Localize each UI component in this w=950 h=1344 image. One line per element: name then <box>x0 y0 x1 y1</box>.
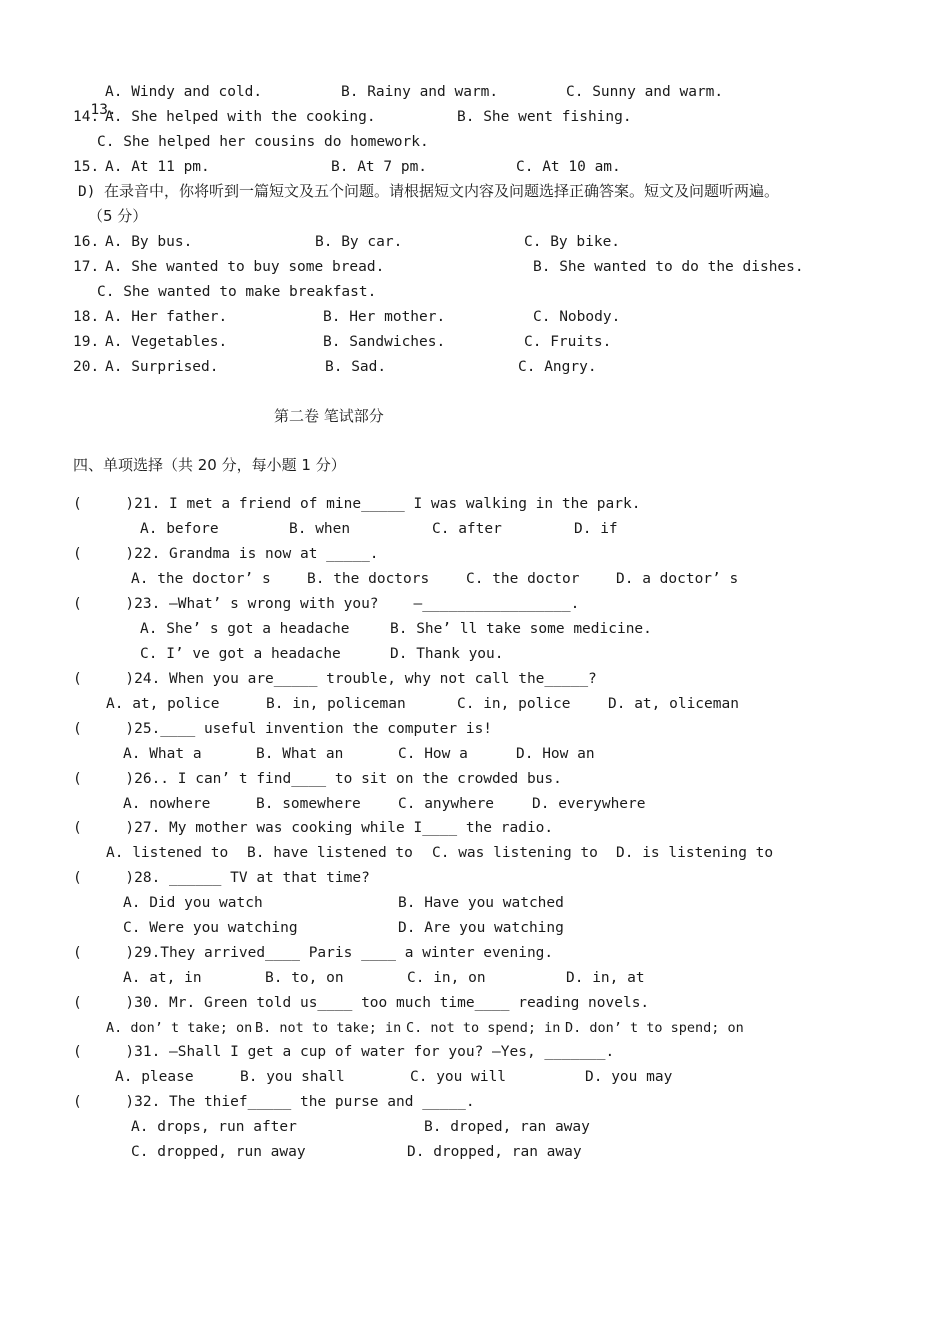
q15-number: 15. <box>73 159 100 175</box>
q32-stem: ( )32. The thief_____ the purse and _____. <box>73 1094 475 1110</box>
q18-number: 18. <box>73 309 100 325</box>
q17-option-a: A. She wanted to buy some bread. <box>105 259 385 275</box>
q27-option-a: A. listened to <box>106 845 229 861</box>
q25-option-d: D. How an <box>516 746 595 762</box>
q24-option-b: B. in, policeman <box>266 696 406 712</box>
q21-option-c: C. after <box>432 521 502 537</box>
q30-option-c: C. not to spend; in <box>406 1020 561 1036</box>
q20-number: 20. <box>73 359 100 375</box>
q14-number: 14. <box>73 109 100 125</box>
q14-option-b: B. She went fishing. <box>457 109 632 125</box>
section4-title: 四、单项选择（共 20 分，每小题 1 分） <box>73 456 346 474</box>
q23-option-b: B. She’ ll take some medicine. <box>390 621 652 637</box>
q18-option-b: B. Her mother. <box>323 309 446 325</box>
q29-option-d: D. in, at <box>566 970 645 986</box>
q28-stem: ( )28. ______ TV at that time? <box>73 870 370 886</box>
q31-stem: ( )31. —Shall I get a cup of water for you? —Yes, _______. <box>73 1044 615 1060</box>
q20-option-c: C. Angry. <box>518 359 597 375</box>
q19-number: 19. <box>73 334 100 350</box>
q26-option-a: A. nowhere <box>123 796 211 812</box>
q21-option-a: A. before <box>140 521 219 537</box>
q26-option-b: B. somewhere <box>256 796 361 812</box>
q17-option-c: C. She wanted to make breakfast. <box>97 284 377 300</box>
q28-option-b: B. Have you watched <box>398 895 564 911</box>
q18-option-c: C. Nobody. <box>533 309 621 325</box>
q31-option-d: D. you may <box>585 1069 673 1085</box>
q29-stem: ( )29.They arrived____ Paris ____ a winter evening. <box>73 945 554 961</box>
q19-option-c: C. Fruits. <box>524 334 612 350</box>
q19-option-a: A. Vegetables. <box>105 334 228 350</box>
q16-option-a: A. By bus. <box>105 234 193 250</box>
q24-option-d: D. at, oliceman <box>608 696 739 712</box>
q24-option-c: C. in, police <box>457 696 571 712</box>
q29-option-a: A. at, in <box>123 970 202 986</box>
q28-option-d: D. Are you watching <box>398 920 564 936</box>
q27-option-d: D. is listening to <box>616 845 774 861</box>
q26-stem: ( )26.. I can’ t find____ to sit on the crowded bus. <box>73 771 562 787</box>
q25-option-b: B. What an <box>256 746 344 762</box>
q22-option-b: B. the doctors <box>307 571 430 587</box>
q31-option-c: C. you will <box>410 1069 507 1085</box>
q24-stem: ( )24. When you are_____ trouble, why not call the_____? <box>73 671 597 687</box>
q30-option-b: B. not to take; in <box>255 1020 402 1036</box>
q21-stem: ( )21. I met a friend of mine_____ I was walking in the park. <box>73 496 641 512</box>
q30-stem: ( )30. Mr. Green told us____ too much time____ reading novels. <box>73 995 650 1011</box>
q21-option-d: D. if <box>574 521 618 537</box>
q25-option-c: C. How a <box>398 746 468 762</box>
q23-option-d: D. Thank you. <box>390 646 504 662</box>
q28-option-c: C. Were you watching <box>123 920 298 936</box>
q22-option-d: D. a doctor’ s <box>616 571 739 587</box>
q25-option-a: A. What a <box>123 746 202 762</box>
q23-option-c: C. I’ ve got a headache <box>140 646 341 662</box>
q14-option-c: C. She helped her cousins do homework. <box>97 134 429 150</box>
q26-option-c: C. anywhere <box>398 796 495 812</box>
q27-option-b: B. have listened to <box>247 845 413 861</box>
part2-title: 第二卷 笔试部分 <box>274 407 384 425</box>
q32-option-a: A. drops, run after <box>131 1119 297 1135</box>
section-d-label: D) <box>78 184 96 200</box>
q28-option-a: A. Did you watch <box>123 895 263 911</box>
q16-number: 16. <box>73 234 100 250</box>
q16-option-c: C. By bike. <box>524 234 621 250</box>
q25-stem: ( )25.____ useful invention the computer is! <box>73 721 493 737</box>
q31-option-a: A. please <box>115 1069 194 1085</box>
q23-stem: ( )23. —What’ s wrong with you? —_________________. <box>73 596 580 612</box>
q13-option-b: B. Rainy and warm. <box>341 84 499 100</box>
q30-option-d: D. don’ t to spend; on <box>565 1020 744 1036</box>
section-d-instructions: 在录音中，你将听到一篇短文及五个问题。请根据短文内容及问题选择正确答案。短文及问题听两遍。 <box>104 182 780 200</box>
q32-option-b: B. droped, ran away <box>424 1119 590 1135</box>
q29-option-c: C. in, on <box>407 970 486 986</box>
q13-option-c: C. Sunny and warm. <box>566 84 724 100</box>
q32-option-d: D. dropped, ran away <box>407 1144 582 1160</box>
q30-option-a: A. don’ t take; on <box>106 1020 253 1036</box>
q22-option-c: C. the doctor <box>466 571 580 587</box>
q26-option-d: D. everywhere <box>532 796 646 812</box>
q31-option-b: B. you shall <box>240 1069 345 1085</box>
q22-option-a: A. the doctor’ s <box>131 571 271 587</box>
q18-option-a: A. Her father. <box>105 309 228 325</box>
q15-option-b: B. At 7 pm. <box>331 159 428 175</box>
q27-stem: ( )27. My mother was cooking while I____ the radio. <box>73 820 554 836</box>
q14-option-a: A. She helped with the cooking. <box>105 109 376 125</box>
q13-number: 13. <box>90 102 117 118</box>
q29-option-b: B. to, on <box>265 970 344 986</box>
q15-option-a: A. At 11 pm. <box>105 159 210 175</box>
q13-option-a: A. Windy and cold. <box>105 84 263 100</box>
q20-option-b: B. Sad. <box>325 359 387 375</box>
q22-stem: ( )22. Grandma is now at _____. <box>73 546 379 562</box>
q17-number: 17. <box>73 259 100 275</box>
q23-option-a: A. She’ s got a headache <box>140 621 350 637</box>
q15-option-c: C. At 10 am. <box>516 159 621 175</box>
section-d-points: （5 分） <box>88 207 148 225</box>
q19-option-b: B. Sandwiches. <box>323 334 446 350</box>
q32-option-c: C. dropped, run away <box>131 1144 306 1160</box>
q27-option-c: C. was listening to <box>432 845 598 861</box>
q17-option-b: B. She wanted to do the dishes. <box>533 259 804 275</box>
q21-option-b: B. when <box>289 521 351 537</box>
q20-option-a: A. Surprised. <box>105 359 219 375</box>
q24-option-a: A. at, police <box>106 696 220 712</box>
q16-option-b: B. By car. <box>315 234 403 250</box>
